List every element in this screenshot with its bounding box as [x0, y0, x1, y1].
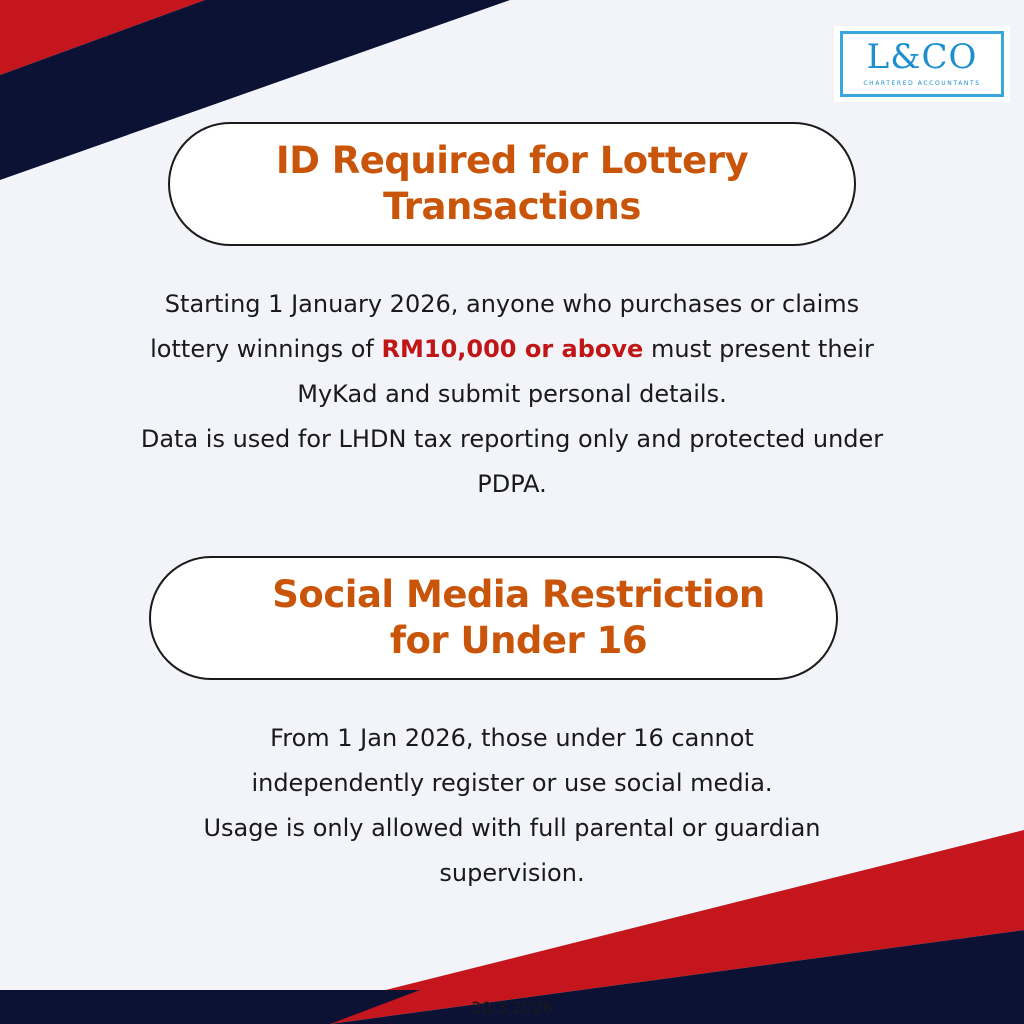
amount-highlight: RM10,000 or above — [381, 335, 644, 363]
section1-line3: MyKad and submit personal details. — [297, 380, 727, 408]
section2-line1: From 1 Jan 2026, those under 16 cannot — [270, 724, 754, 752]
section1-title-pill — [168, 122, 856, 246]
section1-line5: PDPA. — [477, 470, 547, 498]
section1-body — [60, 282, 964, 507]
section1-line1: Starting 1 January 2026, anyone who purchases or claims — [164, 290, 860, 318]
logo-frame — [840, 31, 1004, 97]
logo-subtitle: CHARTERED ACCOUNTANTS — [863, 80, 981, 87]
footer-date: 20.3.2026 — [471, 998, 553, 1017]
section2-title-line1: Social Media Restriction — [272, 573, 765, 616]
section1-line2-before: lottery winnings of — [150, 335, 382, 363]
section1-line2-after: must present their — [643, 335, 874, 363]
section1-title — [276, 138, 748, 230]
section1-line4: Data is used for LHDN tax reporting only and protected under — [140, 425, 884, 453]
company-logo — [834, 26, 1010, 102]
section2-line4: supervision. — [439, 859, 585, 887]
section2-body — [110, 716, 914, 896]
section1-title-line1: ID Required for Lottery — [275, 139, 749, 182]
section2-line2: independently register or use social media. — [251, 769, 773, 797]
section1-title-line2: Transactions — [383, 185, 641, 228]
section1-line2 — [60, 327, 964, 372]
section2-title-pill — [149, 556, 838, 680]
logo-mark: L&CO — [866, 37, 978, 77]
section2-title — [222, 572, 764, 664]
section2-title-line2: for Under 16 — [389, 619, 648, 662]
section2-line3: Usage is only allowed with full parental or guardian — [203, 814, 821, 842]
